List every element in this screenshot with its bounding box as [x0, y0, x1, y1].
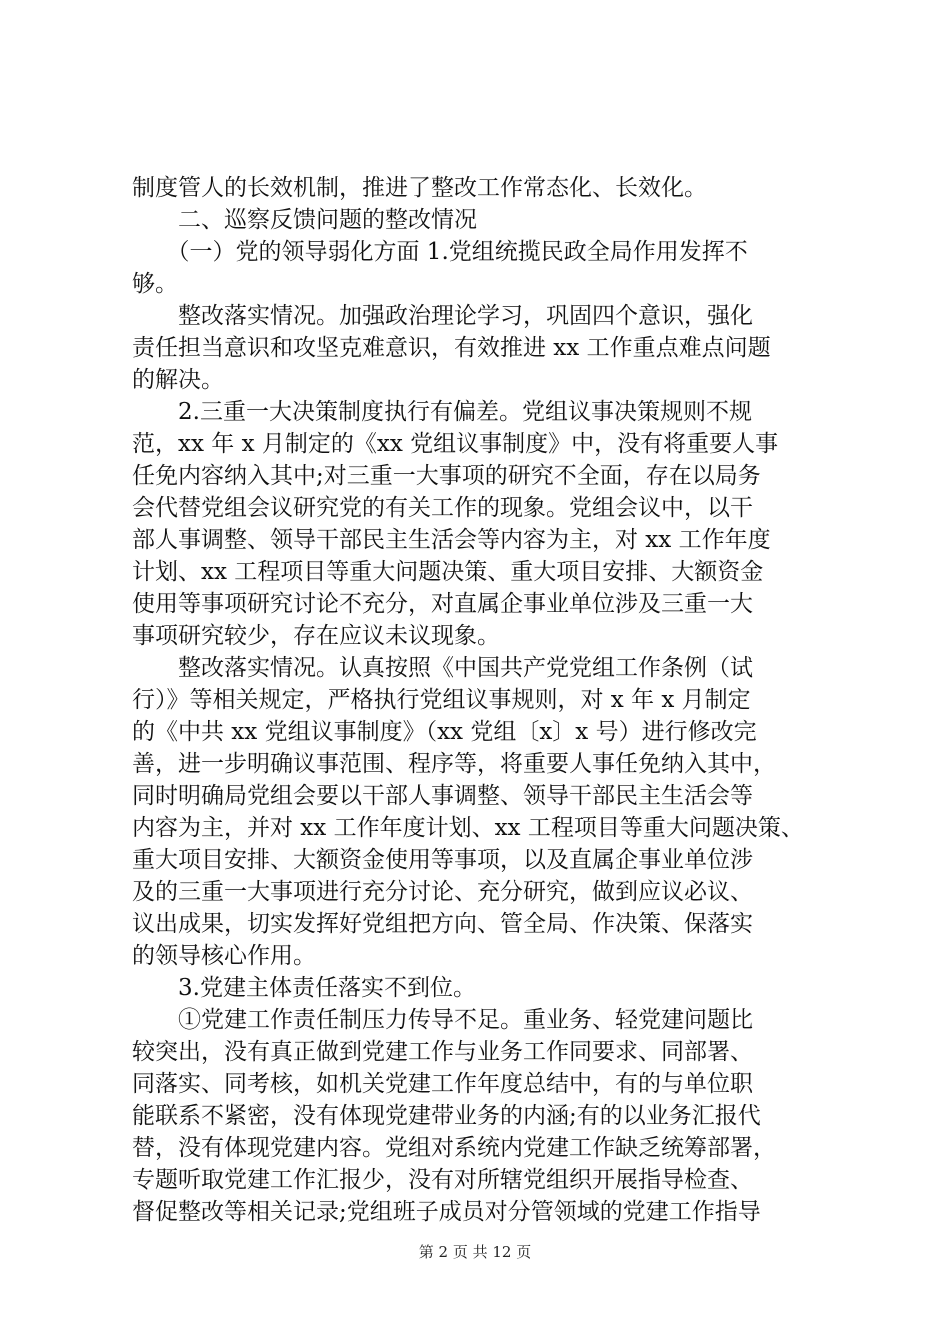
text-line: 会代替党组会议研究党的有关工作的现象。党组会议中，以干: [132, 495, 753, 521]
text-line: 督促整改等相关记录;党组班子成员对分管领域的党建工作指导: [132, 1199, 761, 1225]
text-line: 较突出，没有真正做到党建工作与业务工作同要求、同部署、: [132, 1039, 753, 1065]
text-line: 专题听取党建工作汇报少，没有对所辖党组织开展指导检查、: [132, 1167, 753, 1193]
text-line: 能联系不紧密，没有体现党建带业务的内涵;有的以业务汇报代: [132, 1103, 761, 1129]
text-line: 重大项目安排、大额资金使用等事项，以及直属企事业单位涉: [132, 847, 753, 873]
section-heading: 二、巡察反馈问题的整改情况: [132, 207, 477, 233]
text-line: 够。: [132, 271, 178, 297]
text-line: 整改落实情况。加强政治理论学习，巩固四个意识，强化: [132, 303, 753, 329]
text-line: 计划、xx 工程项目等重大问题决策、重大项目安排、大额资金: [132, 559, 764, 585]
text-line: 替，没有体现党建内容。党组对系统内党建工作缺乏统筹部署，: [132, 1135, 776, 1161]
text-line: 同落实、同考核，如机关党建工作年度总结中，有的与单位职: [132, 1071, 753, 1097]
text-line: 责任担当意识和攻坚克难意识，有效推进 xx 工作重点难点问题: [132, 335, 771, 361]
text-line: 部人事调整、领导干部民主生活会等内容为主，对 xx 工作年度: [132, 527, 771, 553]
text-line: 的领导核心作用。: [132, 943, 316, 969]
text-line: 同时明确局党组会要以干部人事调整、领导干部民主生活会等: [132, 783, 753, 809]
text-line: ①党建工作责任制压力传导不足。重业务、轻党建问题比: [132, 1007, 753, 1033]
text-line: 的《中共 xx 党组议事制度》（xx 党组〔x〕x 号）进行修改完: [132, 719, 757, 745]
text-line: 议出成果，切实发挥好党组把方向、管全局、作决策、保落实: [132, 911, 753, 937]
text-line: （一）党的领导弱化方面 1.党组统揽民政全局作用发挥不: [132, 239, 748, 265]
text-line: 范，xx 年 x 月制定的《xx 党组议事制度》中，没有将重要人事: [132, 431, 779, 457]
text-line: 的解决。: [132, 367, 224, 393]
text-line: 事项研究较少，存在应议未议现象。: [132, 623, 500, 649]
text-line: 使用等事项研究讨论不充分，对直属企事业单位涉及三重一大: [132, 591, 753, 617]
text-line: 制度管人的长效机制，推进了整改工作常态化、长效化。: [132, 175, 707, 201]
page-number-footer: 第 2 页 共 12 页: [418, 1243, 532, 1261]
text-line: 内容为主，并对 xx 工作年度计划、xx 工程项目等重大问题决策、: [132, 815, 804, 841]
document-body: [132, 172, 832, 1228]
text-line: 任免内容纳入其中;对三重一大事项的研究不全面，存在以局务: [132, 463, 761, 489]
text-line: 3.党建主体责任落实不到位。: [132, 975, 476, 1001]
text-line: 行）》等相关规定，严格执行党组议事规则，对 x 年 x 月制定: [132, 687, 751, 713]
text-line: 善，进一步明确议事范围、程序等，将重要人事任免纳入其中，: [132, 751, 776, 777]
text-line: 2.三重一大决策制度执行有偏差。党组议事决策规则不规: [132, 399, 752, 425]
text-line: 及的三重一大事项进行充分讨论、充分研究，做到应议必议、: [132, 879, 753, 905]
text-line: 整改落实情况。认真按照《中国共产党党组工作条例（试: [132, 655, 753, 681]
